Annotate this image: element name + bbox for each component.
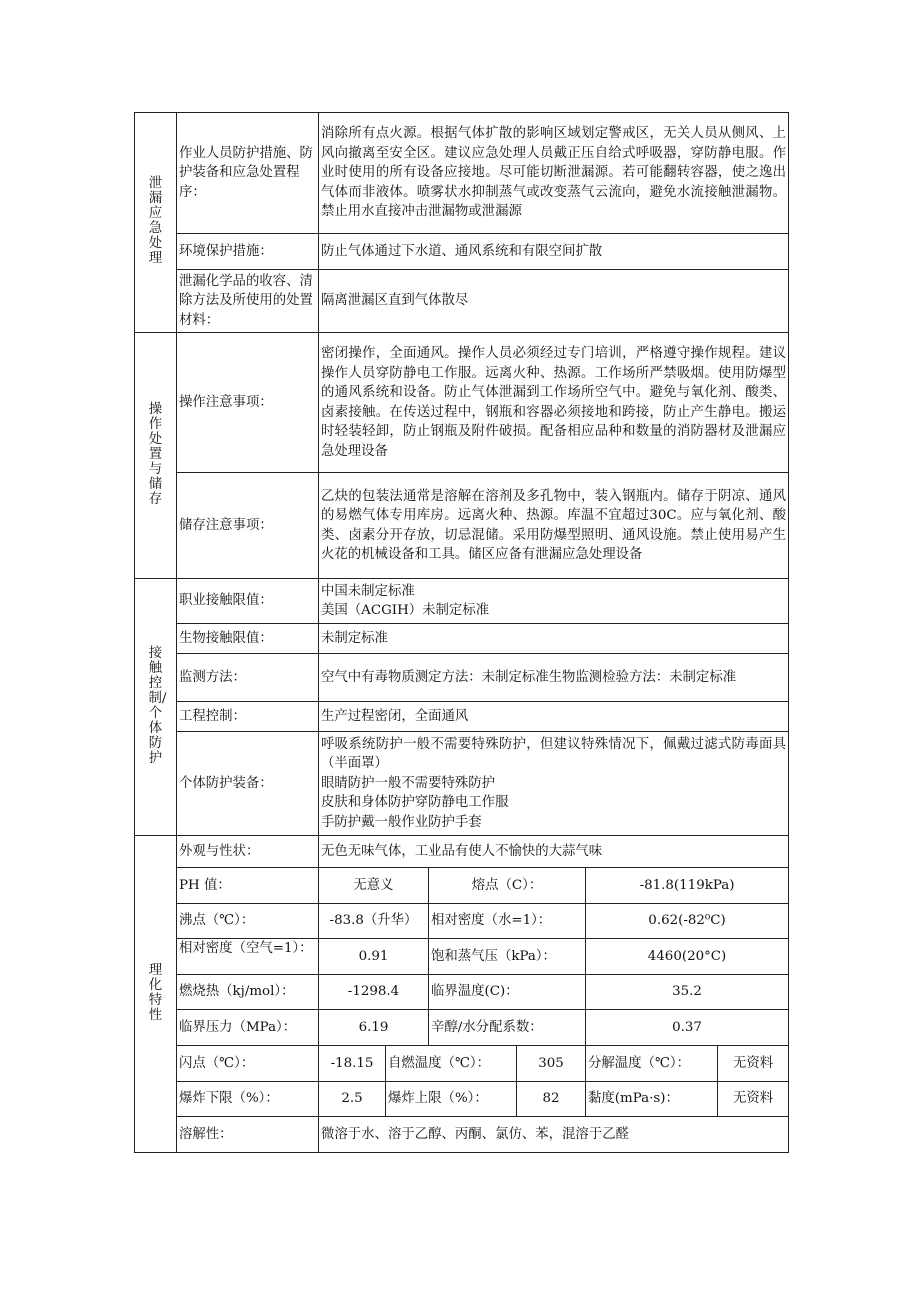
critical-temp-label: 临界温度(C)： <box>429 975 586 1010</box>
autoignition-value: 305 <box>517 1046 586 1082</box>
boiling-value: -83.8（升华） <box>319 904 429 939</box>
solubility-value: 微溶于水、溶于乙醇、丙酮、氯仿、苯，混溶于乙醛 <box>319 1117 789 1153</box>
combustion-value: -1298.4 <box>319 975 429 1010</box>
row-text: 隔离泄漏区直到气体散尽 <box>319 270 789 333</box>
row-label: 环境保护措施： <box>177 234 319 270</box>
exposure-row-ppe <box>135 732 789 836</box>
row-text: 空气中有毒物质测定方法：未制定标准生物监测检验方法：未制定标准 <box>319 654 789 702</box>
decomp-label: 分解温度（℃）： <box>586 1046 718 1082</box>
prop-row-6 <box>135 1046 789 1082</box>
row-label: 作业人员防护措施、防护装备和应急处置程序： <box>177 113 319 234</box>
row-text: 密闭操作，全面通风。操作人员必须经过专门培训，严格遵守操作规程。建议操作人员穿防静电工作服。远离火种、热源。工作场所严禁吸烟。使用防爆型的通风系统和设备。防止气体泄漏到工作场所空气中。避免与氧化剂、酸类、卤素接触。在传送过程中，钢瓶和容器必须接地和跨接，防止产生静电。搬运时轻装轻卸，防止钢瓶及附件破损。配备相应品种和数量的消防器材及泄漏应急处理设备 <box>319 333 789 473</box>
row-text: 中国未制定标准 美国（ACGIH）未制定标准 <box>319 579 789 624</box>
section-properties: 理化特性 <box>135 836 177 1153</box>
viscosity-label: 黏度(mPa·s)： <box>586 1082 718 1117</box>
lel-label: 爆炸下限（%）： <box>177 1082 319 1117</box>
flash-value: -18.15 <box>319 1046 386 1082</box>
prop-row-1 <box>135 868 789 904</box>
row-label: 储存注意事项： <box>177 473 319 579</box>
uel-label: 爆炸上限（%）： <box>386 1082 517 1117</box>
row-label: 工程控制： <box>177 702 319 732</box>
row-label: 泄漏化学品的收容、清除方法及所使用的处置材料： <box>177 270 319 333</box>
handling-row-storage <box>135 473 789 579</box>
combustion-label: 燃烧热（kj/mol）： <box>177 975 319 1010</box>
section-exposure: 接触控制/个体防护 <box>135 579 177 836</box>
critical-pressure-value: 6.19 <box>319 1010 429 1046</box>
row-label: 职业接触限值： <box>177 579 319 624</box>
partition-label: 辛醇/水分配系数： <box>429 1010 586 1046</box>
boiling-label: 沸点（℃）： <box>177 904 319 939</box>
row-label: 生物接触限值： <box>177 624 319 654</box>
prop-row-appearance <box>135 836 789 868</box>
melting-value: -81.8(119kPa) <box>586 868 789 904</box>
exposure-row-bio <box>135 624 789 654</box>
ph-label: PH 值： <box>177 868 319 904</box>
row-text: 乙炔的包装法通常是溶解在溶剂及多孔物中，装入钢瓶内。储存于阴凉、通风的易燃气体专用库房。远离火种、热源。库温不宜超过30C。应与氧化剂、酸类、卤素分开存放，切忌混储。采用防爆型照明、通风设施。禁止使用易产生火花的机械设备和工具。储区应备有泄漏应急处理设备 <box>319 473 789 579</box>
row-text: 消除所有点火源。根据气体扩散的影响区域划定警戒区，无关人员从侧风、上风向撤离至安全区。建议应急处理人员戴正压自给式呼吸器，穿防静电服。作业时使用的所有设备应接地。尽可能切断泄漏源。若可能翻转容器，使之逸出气体而非液体。喷雾状水抑制蒸气或改变蒸气云流向，避免水流接触泄漏物。禁止用水直接冲击泄漏物或泄漏源 <box>319 113 789 234</box>
section-handling: 操作处置与储存 <box>135 333 177 579</box>
leak-row-cleanup <box>135 270 789 333</box>
appearance-label: 外观与性状： <box>177 836 319 868</box>
row-text: 防止气体通过下水道、通风系统和有限空间扩散 <box>319 234 789 270</box>
prop-row-solubility <box>135 1117 789 1153</box>
solubility-label: 溶解性： <box>177 1117 319 1153</box>
density-water-value: 0.62(-82⁰C) <box>586 904 789 939</box>
row-text: 呼吸系统防护一般不需要特殊防护，但建议特殊情况下，佩戴过滤式防毒面具（半面罩） 眼睛防护一般不需要特殊防护 皮肤和身体防护穿防静电工作服 手防护戴一般作业防护手套 <box>319 732 789 836</box>
density-air-value: 0.91 <box>319 939 429 975</box>
row-text: 未制定标准 <box>319 624 789 654</box>
prop-row-7 <box>135 1082 789 1117</box>
ph-value: 无意义 <box>319 868 429 904</box>
row-label: 监测方法： <box>177 654 319 702</box>
row-label: 个体防护装备： <box>177 732 319 836</box>
autoignition-label: 自燃温度（℃）： <box>386 1046 517 1082</box>
leak-row-ppe <box>135 113 789 234</box>
appearance-value: 无色无味气体，工业品有使人不愉快的大蒜气味 <box>319 836 789 868</box>
density-air-label: 相对密度（空气=1）： <box>177 939 319 975</box>
partition-value: 0.37 <box>586 1010 789 1046</box>
section-leak: 泄漏应急处理 <box>135 113 177 333</box>
row-label: 操作注意事项： <box>177 333 319 473</box>
melting-label: 熔点（C）： <box>429 868 586 904</box>
lel-value: 2.5 <box>319 1082 386 1117</box>
prop-row-5 <box>135 1010 789 1046</box>
row-text: 生产过程密闭，全面通风 <box>319 702 789 732</box>
prop-row-2 <box>135 904 789 939</box>
prop-row-4 <box>135 975 789 1010</box>
critical-temp-value: 35.2 <box>586 975 789 1010</box>
density-water-label: 相对密度（水=1）： <box>429 904 586 939</box>
viscosity-value: 无资料 <box>718 1082 789 1117</box>
prop-row-3 <box>135 939 789 975</box>
exposure-row-engineering <box>135 702 789 732</box>
exposure-row-monitor <box>135 654 789 702</box>
sds-table <box>134 112 789 1153</box>
uel-value: 82 <box>517 1082 586 1117</box>
decomp-value: 无资料 <box>718 1046 789 1082</box>
critical-pressure-label: 临界压力（MPa）： <box>177 1010 319 1046</box>
vapor-pressure-value: 4460(20°C) <box>586 939 789 975</box>
leak-row-env <box>135 234 789 270</box>
handling-row-operation <box>135 333 789 473</box>
exposure-row-oel <box>135 579 789 624</box>
vapor-pressure-label: 饱和蒸气压（kPa）： <box>429 939 586 975</box>
flash-label: 闪点（℃）： <box>177 1046 319 1082</box>
